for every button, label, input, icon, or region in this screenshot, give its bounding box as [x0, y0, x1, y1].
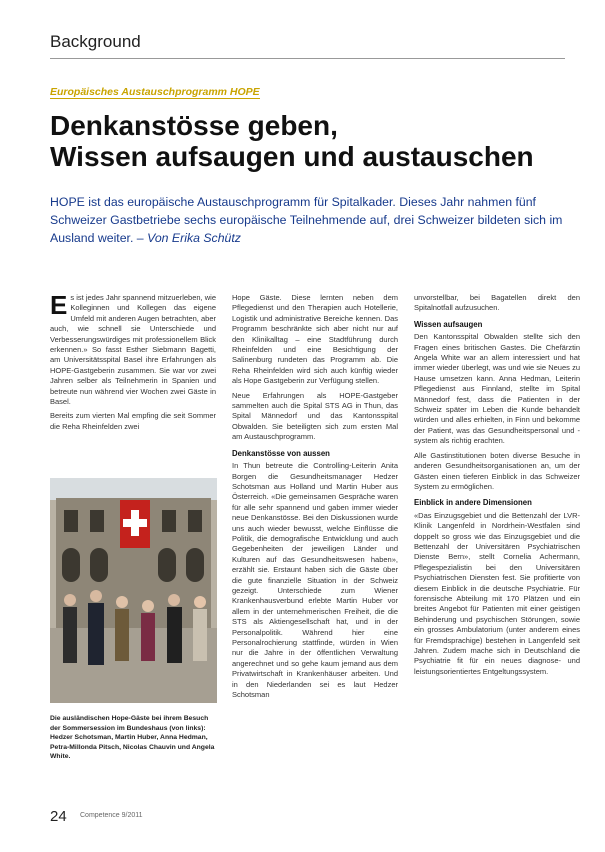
col3-paragraph-4: «Das Einzugsgebiet und die Bettenzahl der LVR-Klinik Langenfeld in Nordrhein-Westfalen sind doppelt so gross wie das Einzugsgebiet und die Bettenzahl der Universitären Psychiatrischen Dienste Bern», stellt Cornelia Achermann, Pflegespezialistin bei den Universitären Psychiatrischen Diensten fest. Sie profitierte von diesem Einblick in die deutsche Psychiatrie. Für forensische Abteilung mit 170 Plätzen und ein breites Angebot für Patienten mit einer geistigen Behinderung und psychischen Störungen, sowie ein grosses Ambulatorium (unter anderem eines für Fremdsprachige) bestehen in Langenfeld seit Jahren. Zudem mache sich in Deutschland die Psychiatrie fit für ein neues diagnose- und leistungsorientiertes Entgeltungssystem. [414, 510, 580, 676]
col1-paragraph-1: s ist jedes Jahr spannend mitzuerleben, wie Kolleginnen und Kollegen das eigene Umfeld mit anderen Augen betrachten, aber auch, wie schnell sie Unterschiede und Verbesserungswürdiges mit professionellem Blick erkennen.» So fasst Esther Siebmann Bagetti, am Universitätsspital Basel ihre Erfahrungen als HOPE-Gastgeberin zusammen. Sie war vor zwei Jahren selber als Teilnehmerin in Spanien und betreute nun während vier Wochen zwei Gäste in Basel. [50, 293, 216, 407]
photo-caption: Die ausländischen Hope-Gäste bei ihrem Besuch der Sommersession im Bundeshaus (von links): Hedzer Schotsman, Martin Huber, Anna Hedman, Petra-Millonda Pitsch, Nicolas Chauvin und Angela White. [50, 715, 215, 761]
col2-subheading-1: Denkanstösse von aussen [232, 448, 330, 458]
col2-paragraph-2: Neue Erfahrungen als HOPE-Gastgeber sammelten auch die Spital STS AG in Thun, das Spital Männedorf und das Kantonsspital Obwalden. Sie beteiligten sich zum ersten Mal am Austauschprogramm. [232, 390, 398, 442]
column-1 [50, 290, 216, 436]
col3-paragraph-2: Den Kantonsspital Obwalden stellte sich den Fragen eines britischen Gastes. Die Chefärztin Angela White war an allem interessiert und hat immer wieder überlegt, was und wie sie Neues zu Hause umsetzen kann. Anna Hedman, Leiterin Pflegedienst aus Finnland, stellte im Spital Männedorf fest, dass die Patienten in der Schweiz später im Leben die Kunde behandelt würden und alles erhielten, in Finn und bekomme der Patient, was das Gesundheitspersonal und -system als richtig erachten. [414, 332, 580, 446]
col2-paragraph-3: In Thun betreute die Controlling-Leiterin Anita Borgen die Gesundheitsmanager Hedzer Schotsman aus Holland und Martin Huber aus Österreich. «Die gemeinsamen Gespräche waren für alle sehr spannend und gaben immer wieder neue Denkanstösse. Bei den Diskussionen wurde uns auch wieder bewusst, welche Einflüsse die Politik, die demografische Entwicklung und auch Gegebenheiten der jeweiligen Länder und Kulturen auf das Gesundheitswesen haben», erzählt sie. Erstaunt haben sich die Gäste über die gute finanzielle Situation in der Schweiz gezeigt. Unterschiede zum Wiener Krankenhausverbund erlebte Martin Huber vor allem in der unternehmerischen Freiheit, die die STS als Aktiengesellschaft hat, und in der Personalpolitik. Während hier eine Personalrochierung stattfinde, würden in Wien nur die Jahre in der öffentlichen Verwaltung angerechnet und so gehe kaum jemand aus dem Privatwirtschaft in Krankenhäuser arbeiten. Und in den Niederlanden sei es laut Hedzer Schotsman [232, 461, 398, 700]
col3-paragraph-3: Alle Gastinstitutionen boten diverse Besuche in anderen Gesundheitsorganisationen an, um der Gästen einen tieferen Einblick in das Schweizer System zu ermöglichen. [414, 450, 580, 491]
group-photo [50, 478, 217, 703]
page-number: 24 [50, 808, 67, 825]
col1-paragraph-2: Bereits zum vierten Mal empfing die seit Sommer die Reha Rheinfelden zwei [50, 411, 216, 431]
col2-paragraph-1: Hope Gäste. Diese lernten neben dem Pflegedienst und den Therapien auch Hotellerie, Logistik und administrative Bereiche kennen. Das Programm beschränkte sich aber nicht nur auf den Klinikalltag – eine Stadtführung durch Rheinfelden und eine Besichtigung der Salinenburg rundeten das Programm ab. Die Reha Rheinfelden wird sich auch künftig wieder als Hope Gastgeberin zur Verfügung stellen. [232, 293, 398, 386]
author: Von Erika Schütz [147, 231, 241, 245]
kicker: Europäisches Austauschprogramm HOPE [50, 86, 260, 98]
lead-paragraph [50, 193, 570, 247]
headline [50, 110, 570, 172]
col3-paragraph-1: unvorstellbar, bei Bagatellen direkt den Spitalnotfall aufzusuchen. [414, 293, 580, 313]
column-2 [232, 293, 398, 704]
dropcap: E [50, 290, 68, 320]
col3-subheading-2: Einblick in andere Dimensionen [414, 498, 532, 508]
col3-subheading-1: Wissen aufsaugen [414, 319, 483, 329]
header-rule [50, 58, 565, 59]
headline-line-2: Wissen aufsaugen und austauschen [50, 141, 534, 172]
section-label: Background [50, 32, 141, 51]
headline-line-1: Denkanstösse geben, [50, 110, 338, 141]
lead-text: HOPE ist das europäische Austauschprogramm für Spitalkader. Dieses Jahr nahmen fünf Schweizer Gastbetriebe sechs europäische Teilnehmende auf, drei Schweizer bildeten sich im Ausland weiter. – [50, 195, 563, 245]
publication-footer: Competence 9/2011 [80, 812, 143, 819]
column-3 [414, 293, 580, 681]
